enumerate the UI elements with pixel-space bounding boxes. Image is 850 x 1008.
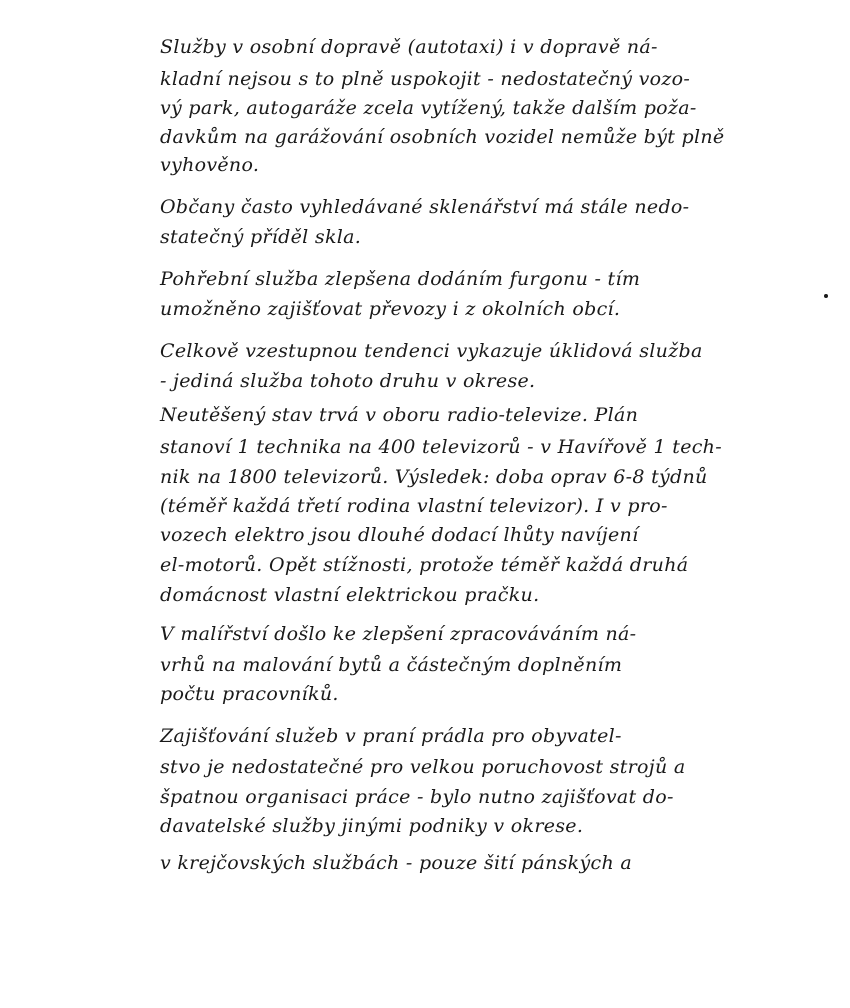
text-line: Služby v osobní dopravě (autotaxi) i v dopravě ná- xyxy=(160,36,658,58)
ink-speck xyxy=(824,294,828,298)
text-line: vyhověno. xyxy=(160,154,260,176)
text-line: Zajišťování služeb v praní prádla pro obyvatel- xyxy=(160,725,622,747)
text-line: počtu pracovníků. xyxy=(160,683,339,705)
text-line: Občany často vyhledávané sklenářství má stále nedo- xyxy=(160,196,690,218)
text-line: vý park, autogaráže zcela vytížený, takže dalším poža- xyxy=(160,97,697,119)
text-line: stvo je nedostatečné pro velkou poruchovost strojů a xyxy=(160,756,686,778)
text-line: Neutěšený stav trvá v oboru radio-televize. Plán xyxy=(160,404,639,426)
text-line: v krejčovských službách - pouze šití pánských a xyxy=(160,852,632,874)
text-line: V malířství došlo ke zlepšení zpracováváním ná- xyxy=(160,623,637,645)
text-line: - jediná služba tohoto druhu v okrese. xyxy=(160,370,536,392)
text-line: domácnost vlastní elektrickou pračku. xyxy=(160,584,540,606)
text-line: statečný příděl skla. xyxy=(160,226,362,248)
text-line: stanoví 1 technika na 400 televizorů - v Havířově 1 tech- xyxy=(160,436,722,458)
text-line: vozech elektro jsou dlouhé dodací lhůty navíjení xyxy=(160,524,639,546)
text-line: Celkově vzestupnou tendenci vykazuje úklidová služba xyxy=(160,340,703,362)
text-line: (téměř každá třetí rodina vlastní televizor). I v pro- xyxy=(160,495,668,517)
text-line: davkům na garážování osobních vozidel nemůže být plně xyxy=(160,126,725,148)
text-line: el-motorů. Opět stížnosti, protože téměř každá druhá xyxy=(160,554,689,576)
text-line: špatnou organisaci práce - bylo nutno zajišťovat do- xyxy=(160,786,674,808)
text-line: kladní nejsou s to plně uspokojit - nedostatečný vozo- xyxy=(160,68,691,90)
text-line: vrhů na malování bytů a částečným doplněním xyxy=(160,654,623,676)
text-line: davatelské služby jinými podniky v okrese. xyxy=(160,815,584,837)
text-line: umožněno zajišťovat převozy i z okolních obcí. xyxy=(160,298,621,320)
text-line: Pohřební služba zlepšena dodáním furgonu - tím xyxy=(160,268,641,290)
text-line: nik na 1800 televizorů. Výsledek: doba oprav 6-8 týdnů xyxy=(160,466,708,488)
